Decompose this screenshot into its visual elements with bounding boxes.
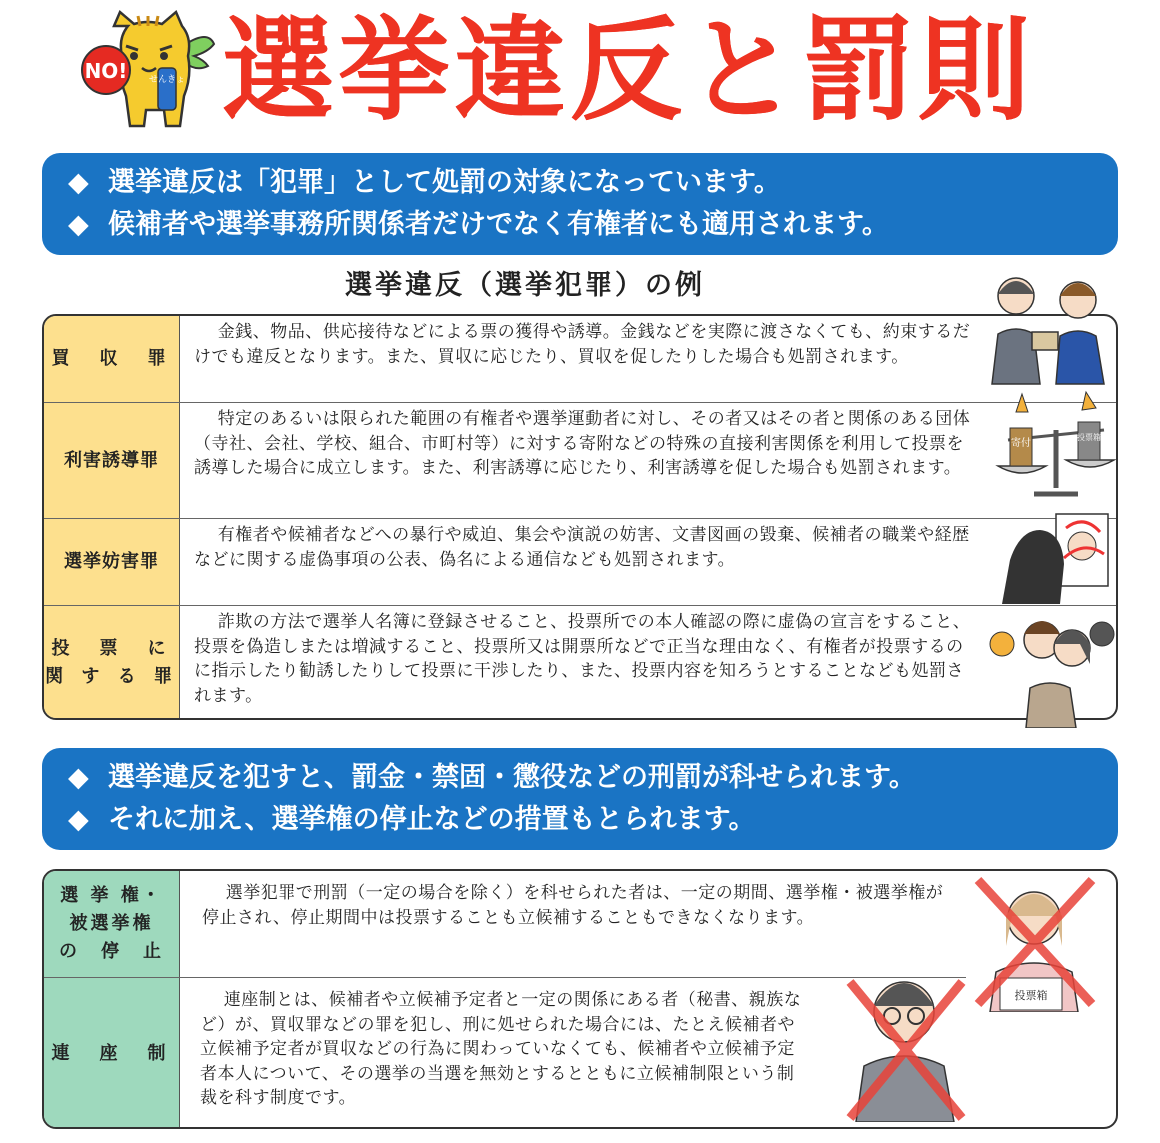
interference-illustration — [986, 610, 1118, 728]
mascot-badge-text: NO! — [84, 59, 128, 83]
diamond-bullet-icon: ◆ — [68, 209, 89, 240]
row-text: 選挙犯罪で刑罰（一定の場合を除く）を科せられた者は、一定の期間、選挙権・被選挙権が停止され、停止期間中は投票することも立候補することもできなくなります。 — [202, 883, 944, 928]
row-header-label: 利害誘導罪 — [64, 449, 159, 471]
banner-top-line-1 — [68, 162, 1118, 204]
row-text: 金銭、物品、供応接待などによる票の獲得や誘導。金銭などを実際に渡さなくても、約束するだけでも違反となります。また、買収に応じたり、買収を促したりした場合も処罰されます。 — [194, 322, 971, 367]
row-header-label: 連 座 制 — [51, 1042, 172, 1064]
banner-text: 候補者や選挙事務所関係者だけでなく有権者にも適用されます。 — [108, 209, 889, 240]
banner-bottom-line-2 — [68, 799, 1118, 841]
row-header — [44, 871, 180, 977]
table-row — [44, 519, 1116, 605]
offenses-table — [42, 314, 1118, 720]
table-row — [44, 606, 1116, 720]
ballot-box-label: 投票箱 — [1014, 989, 1048, 1002]
mascot-illustration — [76, 6, 216, 138]
row-header-label: 買 収 罪 — [51, 348, 172, 369]
voter-ban-illustration — [970, 872, 1100, 1012]
section-title: 選挙違反（選挙犯罪）の例 — [345, 270, 705, 301]
mascot-sash-text: せんきょ — [148, 75, 186, 85]
row-text: 連座制とは、候補者や立候補予定者と一定の関係にある者（秘書、親族など）が、買収罪などの罪を犯し、刑に処せられた場合には、たとえ候補者や立候補予定者が買収などの行為に関わっていなくても、候補者や立候補予定者本人について、その選挙の当選を無効とするとともに立候補制限という制裁を科す制度です。 — [200, 990, 802, 1108]
row-header-label: 選挙妨害罪 — [64, 551, 159, 572]
banner-text: それに加え、選挙権の停止などの措置もとられます。 — [108, 804, 756, 835]
page-title: 選挙違反と罰則 — [222, 6, 1034, 136]
row-header-label: 選 挙 権・ 被選挙権 の 停 止 — [59, 885, 164, 962]
donation-label: 寄付 — [1011, 438, 1031, 449]
row-header — [44, 519, 180, 605]
row-text: 特定のあるいは限られた範囲の有権者や選挙運動者に対し、その者又はその者と関係のある団体（寺社、会社、学校、組合、市町村等）に対する寄附などの特殊の直接利害関係を利用して投票を誘導した場合に成立します。また、利害誘導に応じたり、利害誘導を促した場合も処罰されます。 — [194, 409, 971, 478]
row-header-label: 投 票 に 関 す る 罪 — [45, 638, 178, 687]
diamond-bullet-icon: ◆ — [68, 762, 89, 793]
diamond-bullet-icon: ◆ — [68, 804, 89, 835]
row-text: 詐欺の方法で選挙人名簿に登録させること、投票所での本人確認の際に虚偽の宣言をすること、投票を偽造しまたは増減すること、投票所又は開票所などで正当な理由なく、有権者が投票するのに指示したり勧誘したりして投票に干渉したり、また、投票内容を知ろうとすることなども処罰されます。 — [194, 612, 971, 706]
banner-top — [42, 153, 1118, 255]
row-header — [44, 978, 180, 1129]
banner-bottom-line-1 — [68, 757, 1118, 799]
banner-text: 選挙違反は「犯罪」として処罰の対象になっています。 — [108, 167, 781, 198]
table-row — [44, 403, 1116, 518]
diamond-bullet-icon: ◆ — [68, 167, 89, 198]
candidate-ban-illustration — [846, 962, 966, 1122]
row-header — [44, 403, 180, 518]
banner-text: 選挙違反を犯すと、罰金・禁固・懲役などの刑罰が科せられます。 — [108, 762, 916, 793]
scale-illustration — [994, 390, 1118, 502]
banner-bottom — [42, 748, 1118, 850]
obstruction-illustration — [1000, 508, 1116, 604]
row-header — [44, 606, 180, 720]
banner-top-line-2 — [68, 204, 1118, 246]
ballot-label: 投票箱 — [1077, 433, 1101, 442]
row-header — [44, 316, 180, 402]
table-row — [44, 316, 1116, 402]
row-text: 有権者や候補者などへの暴行や威迫、集会や演説の妨害、文書図画の毀棄、候補者の職業や経歴などに関する虚偽事項の公表、偽名による通信なども処罰されます。 — [194, 525, 970, 570]
bribery-illustration — [984, 266, 1118, 386]
